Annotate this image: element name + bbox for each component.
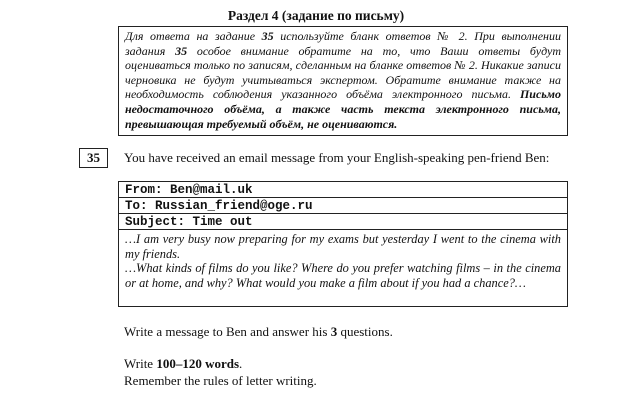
- email-body: [119, 230, 567, 290]
- email-body-line: …What kinds of films do you like? Where do you prefer watching films – in the cinema or at home, and why? What would you make a film about if you had a chance?…: [125, 261, 561, 290]
- word-limit-text: .: [239, 356, 243, 371]
- instructions-text: особое внимание обратите на то, что Ваши ответы будут оцениваться только по записям, сделанным на бланке ответов № 2. Никакие записи черновика не будут учитываться экспертом. Обратите внимание также на необходимость соблюдения указанного объёма электронного письма.: [125, 43, 561, 102]
- task-number: 35: [79, 148, 108, 168]
- instructions-warning: Письмо недостаточного объёма, а также часть текста электронного письма, превышающая требуемый объём, не оцениваются.: [125, 87, 561, 131]
- email-from: From: Ben@mail.uk: [119, 182, 567, 198]
- email-to: To: Russian_friend@oge.ru: [119, 198, 567, 214]
- task-ref: 35: [261, 29, 274, 43]
- remember-note: Remember the rules of letter writing.: [124, 373, 317, 388]
- email-body-line: …I am very busy now preparing for my exams but yesterday I went to the cinema with my friends.: [125, 232, 561, 261]
- write-instruction-text: questions.: [337, 324, 393, 339]
- task-ref: 35: [175, 43, 188, 58]
- word-limit: [124, 356, 242, 372]
- instructions-text: Для ответа на задание: [125, 29, 262, 43]
- section-title: Раздел 4 (задание по письму): [227, 8, 405, 23]
- email-box: [118, 181, 568, 307]
- task-intro: You have received an email message from your English-speaking pen-friend Ben:: [124, 150, 550, 165]
- instructions-text: используйте бланк ответов № 2. При выполнении задания: [125, 29, 561, 58]
- write-instruction: [124, 324, 393, 340]
- word-limit-text: Write: [124, 356, 157, 371]
- instructions-box: [118, 26, 568, 136]
- word-range: 100–120 words: [156, 356, 240, 371]
- write-instruction-text: Write a message to Ben and answer his: [124, 324, 331, 339]
- question-count: 3: [330, 324, 338, 339]
- email-subject: Subject: Time out: [119, 214, 567, 230]
